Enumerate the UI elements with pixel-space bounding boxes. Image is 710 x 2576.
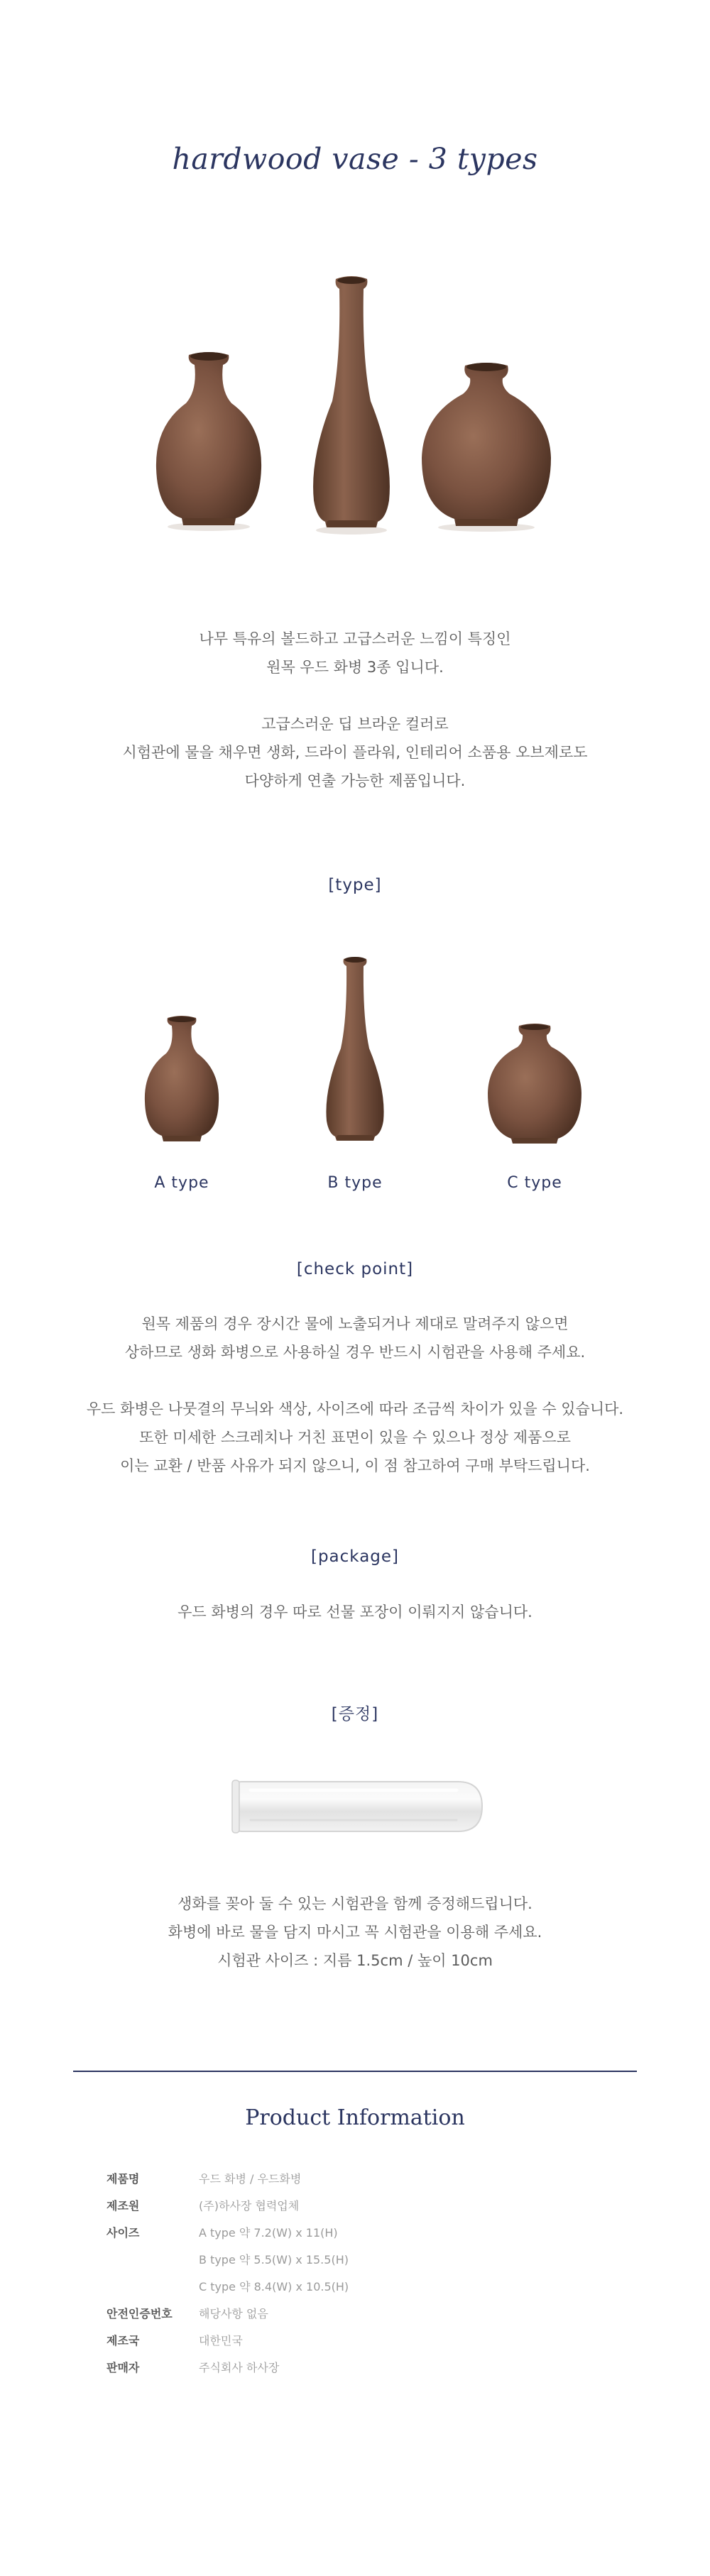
info-value-manufacturer: (주)하사장 협력업체 <box>199 2199 300 2213</box>
vase-b-image <box>305 273 398 536</box>
info-value-size-a: A type 약 7.2(W) x 11(H) <box>199 2226 338 2240</box>
info-key-product-name: 제품명 <box>106 2172 140 2186</box>
page-title: hardwood vase - 3 types <box>172 142 538 176</box>
info-value-safety-cert: 해당사항 없음 <box>199 2307 268 2320</box>
info-value-size-c: C type 약 8.4(W) x 10.5(H) <box>199 2280 349 2293</box>
gift-line: 시험관 사이즈 : 지름 1.5cm / 높이 10cm <box>217 1952 493 1969</box>
gift-line: 화병에 바로 물을 담지 마시고 꼭 시험관을 이용해 주세요. <box>168 1924 542 1941</box>
info-value-country: 대한민국 <box>199 2334 243 2347</box>
test-tube-image <box>229 1779 485 1834</box>
info-key-size: 사이즈 <box>106 2226 140 2240</box>
product-info-title: Product Information <box>245 2105 465 2130</box>
info-value-product-name: 우드 화병 / 우드화병 <box>199 2172 302 2186</box>
info-key-seller: 판매자 <box>106 2361 140 2374</box>
vase-c-image <box>419 358 554 532</box>
checkpoint-line: 상하므로 생화 화병으로 사용하실 경우 반드시 시험관을 사용해 주세요. <box>124 1344 586 1361</box>
checkpoint-line: 또한 미세한 스크레치나 거친 표면이 있을 수 있으나 정상 제품으로 <box>139 1429 571 1446</box>
section-divider <box>73 2071 637 2072</box>
type-c-vase-image <box>485 1021 584 1149</box>
info-key-country: 제조국 <box>106 2334 140 2347</box>
type-heading: [type] <box>328 876 382 894</box>
info-value-size-b: B type 약 5.5(W) x 15.5(H) <box>199 2253 349 2267</box>
vase-a-image <box>152 348 266 532</box>
type-c-label: C type <box>507 1174 562 1192</box>
checkpoint-heading: [check point] <box>296 1260 414 1278</box>
checkpoint-text <box>0 1310 710 1480</box>
gift-heading: [증정] <box>331 1705 379 1723</box>
gift-line: 생화를 꽂아 둘 수 있는 시험관을 함께 증정해드립니다. <box>178 1895 532 1912</box>
info-value-seller: 주식회사 하사장 <box>199 2361 280 2374</box>
type-a-vase-image <box>141 1014 223 1147</box>
intro-line: 나무 특유의 볼드하고 고급스러운 느낌이 특징인 <box>199 630 511 647</box>
checkpoint-line: 이는 교환 / 반품 사유가 되지 않으니, 이 점 참고하여 구매 부탁드립니다. <box>120 1457 590 1474</box>
type-a-label: A type <box>154 1174 209 1192</box>
hero-vases-photo <box>0 256 710 539</box>
intro-line: 다양하게 연출 가능한 제품입니다. <box>244 772 466 789</box>
type-b-vase-image <box>320 955 390 1146</box>
intro-line: 고급스러운 딥 브라운 컬러로 <box>261 716 449 733</box>
checkpoint-line: 원목 제품의 경우 장시간 물에 노출되거나 제대로 말려주지 않으면 <box>141 1315 569 1332</box>
package-text: 우드 화병의 경우 따로 선물 포장이 이뤄지지 않습니다. <box>178 1604 532 1621</box>
intro-text <box>0 625 710 795</box>
checkpoint-line: 우드 화병은 나뭇결의 무늬와 색상, 사이즈에 따라 조금씩 차이가 있을 수 있습니다. <box>86 1401 624 1418</box>
info-key-safety-cert: 안전인증번호 <box>106 2307 173 2320</box>
intro-line: 원목 우드 화병 3종 입니다. <box>266 659 444 676</box>
intro-line: 시험관에 물을 채우면 생화, 드라이 플라워, 인테리어 소품용 오브제로도 <box>122 744 588 761</box>
package-heading: [package] <box>310 1547 400 1566</box>
gift-text <box>0 1890 710 1975</box>
info-key-manufacturer: 제조원 <box>106 2199 140 2213</box>
type-b-label: B type <box>327 1174 383 1192</box>
